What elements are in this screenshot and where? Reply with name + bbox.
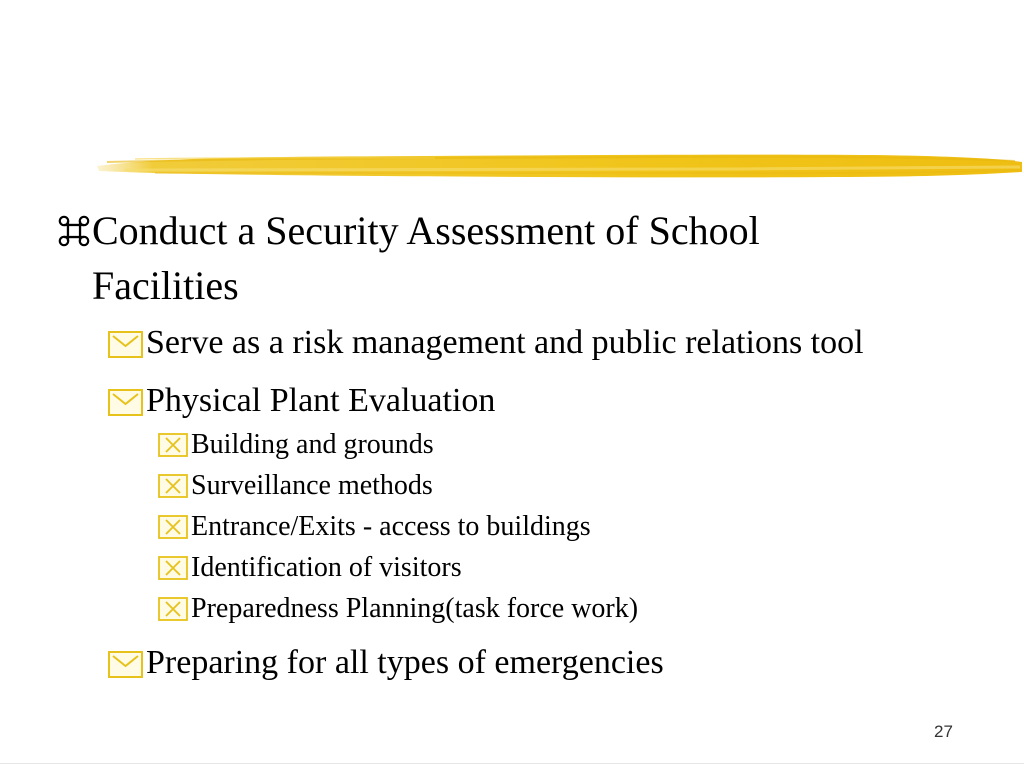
x-box-icon	[158, 556, 188, 585]
x-box-icon	[158, 433, 188, 462]
subsub-item-5: Preparedness Planning(task force work)	[191, 593, 639, 624]
subsub-item-3: Entrance/Exits - access to buildings	[191, 511, 591, 542]
sub-item-1: Serve as a risk management and public relations tool	[146, 324, 864, 361]
x-box-icon	[158, 474, 188, 503]
page-number: 27	[934, 722, 953, 741]
y-box-icon	[108, 389, 143, 421]
heading-line-2: Facilities	[92, 263, 239, 308]
subsub-item-4: Identification of visitors	[191, 552, 462, 583]
y-box-icon	[108, 651, 143, 683]
heading-line-1: Conduct a Security Assessment of School	[92, 208, 760, 253]
x-box-icon	[158, 597, 188, 626]
subsub-item-2: Surveillance methods	[191, 470, 433, 501]
subsub-item-1: Building and grounds	[191, 429, 434, 460]
sub-item-2: Physical Plant Evaluation	[146, 382, 496, 419]
bottom-divider	[0, 763, 1024, 764]
command-key-icon	[58, 210, 92, 244]
y-box-icon	[108, 331, 143, 363]
x-box-icon	[158, 515, 188, 544]
sub-item-3: Preparing for all types of emergencies	[146, 644, 664, 681]
